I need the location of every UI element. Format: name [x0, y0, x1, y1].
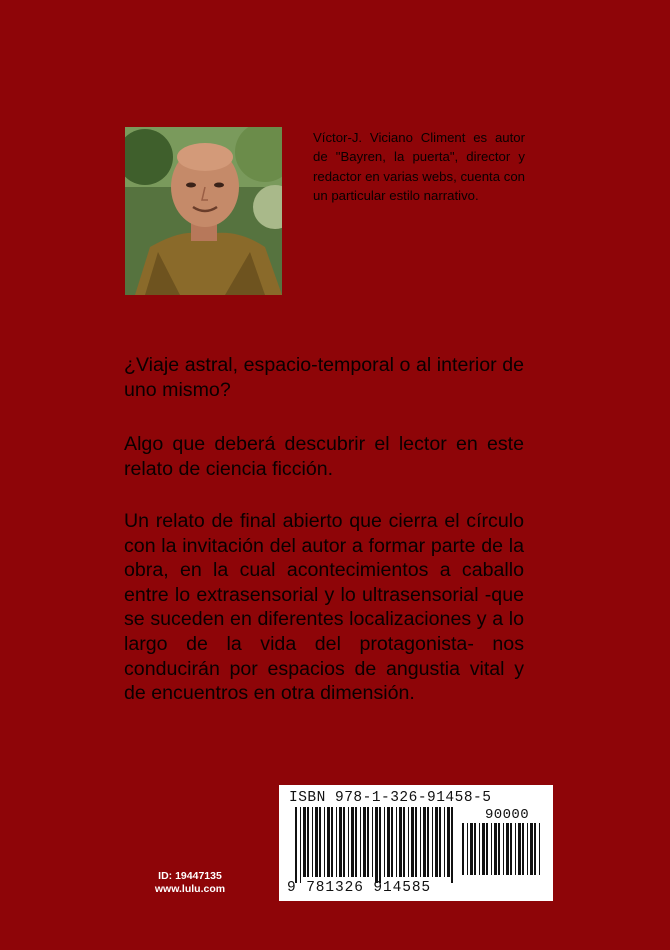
publisher-info — [140, 870, 240, 896]
barcode-bar — [391, 807, 393, 877]
barcode-bar — [315, 807, 318, 877]
barcode-bar — [420, 807, 421, 877]
barcode-bar — [530, 823, 533, 875]
barcode-bar — [470, 823, 473, 875]
barcode-bar — [295, 807, 297, 883]
barcode-bar — [375, 807, 378, 883]
barcode-bar — [327, 807, 330, 877]
barcode-bar — [444, 807, 445, 877]
author-portrait-image — [125, 127, 282, 295]
barcode-bar — [498, 823, 500, 875]
barcode-bar — [300, 807, 301, 883]
barcode-bar — [351, 807, 354, 877]
publisher-id: ID: 19447135 — [158, 870, 222, 882]
barcode-bar — [307, 807, 309, 877]
isbn-barcode — [279, 785, 553, 901]
barcode-bar — [527, 823, 528, 875]
barcode-bar — [491, 823, 492, 875]
barcode-bar — [515, 823, 516, 875]
barcode-bar — [522, 823, 524, 875]
barcode-bar — [479, 823, 480, 875]
publisher-site: www.lulu.com — [154, 883, 226, 895]
barcode-bar — [384, 807, 385, 877]
barcode-bar — [506, 823, 509, 875]
barcode-bar — [399, 807, 402, 877]
barcode-bar — [324, 807, 325, 877]
barcode-bar — [379, 807, 381, 883]
barcode-bar — [474, 823, 476, 875]
barcode-bar — [510, 823, 512, 875]
barcode-bar — [403, 807, 405, 877]
author-photo — [125, 127, 282, 295]
barcode-bar — [462, 823, 464, 875]
barcode-bar — [363, 807, 366, 877]
blurb-paragraph-3: Un relato de final abierto que cierra el círculo con la invitación del autor a formar parte de la obra, en la cual acontecimientos a caballo entre lo extrasensorial y lo ultrasensorial -que se suceden en diferentes localizaciones y a lo largo de la vida del protagonista- nos conducirán por espacios de angustia vital y de encuentros en otra dimensión. — [124, 510, 524, 705]
barcode-bar — [303, 807, 306, 877]
ean-digits: 9 781326 914585 — [287, 880, 432, 896]
barcode-bar — [432, 807, 433, 877]
barcode-bar — [396, 807, 397, 877]
barcode-bar — [447, 807, 450, 877]
barcode-bar — [312, 807, 313, 877]
addon-barcode-bars — [462, 823, 544, 881]
barcode-bar — [503, 823, 504, 875]
barcode-bar — [372, 807, 373, 877]
barcode-bar — [423, 807, 426, 877]
barcode-bar — [339, 807, 342, 877]
barcode-bar — [467, 823, 468, 875]
blurb-paragraph-2: Algo que deberá descubrir el lector en este relato de ciencia ficción. — [124, 433, 524, 480]
barcode-bar — [534, 823, 536, 875]
barcode-bar — [360, 807, 361, 877]
barcode-bar — [451, 807, 453, 883]
barcode-bar — [415, 807, 417, 877]
barcode-bar — [343, 807, 345, 877]
barcode-bar — [319, 807, 321, 877]
barcode-bar — [518, 823, 521, 875]
barcode-bar — [355, 807, 357, 877]
barcode-bar — [367, 807, 369, 877]
barcode-bar — [427, 807, 429, 877]
price-code: 90000 — [485, 807, 530, 823]
ean-barcode-bars — [295, 807, 457, 883]
barcode-bar — [439, 807, 441, 877]
barcode-bar — [539, 823, 540, 875]
barcode-bar — [486, 823, 488, 875]
barcode-bar — [336, 807, 337, 877]
isbn-label: ISBN 978-1-326-91458-5 — [289, 790, 492, 806]
barcode-bar — [408, 807, 409, 877]
barcode-bar — [348, 807, 349, 877]
barcode-bar — [387, 807, 390, 877]
barcode-bar — [411, 807, 414, 877]
barcode-bar — [435, 807, 438, 877]
blurb-paragraph-1: ¿Viaje astral, espacio-temporal o al interior de uno mismo? — [124, 354, 524, 401]
barcode-bar — [331, 807, 333, 877]
barcode-bar — [494, 823, 497, 875]
barcode-bar — [482, 823, 485, 875]
author-bio: Víctor-J. Viciano Climent es autor de "Bayren, la puerta", director y redactor en varias webs, cuenta con un particular estilo narrativo. — [313, 130, 525, 204]
